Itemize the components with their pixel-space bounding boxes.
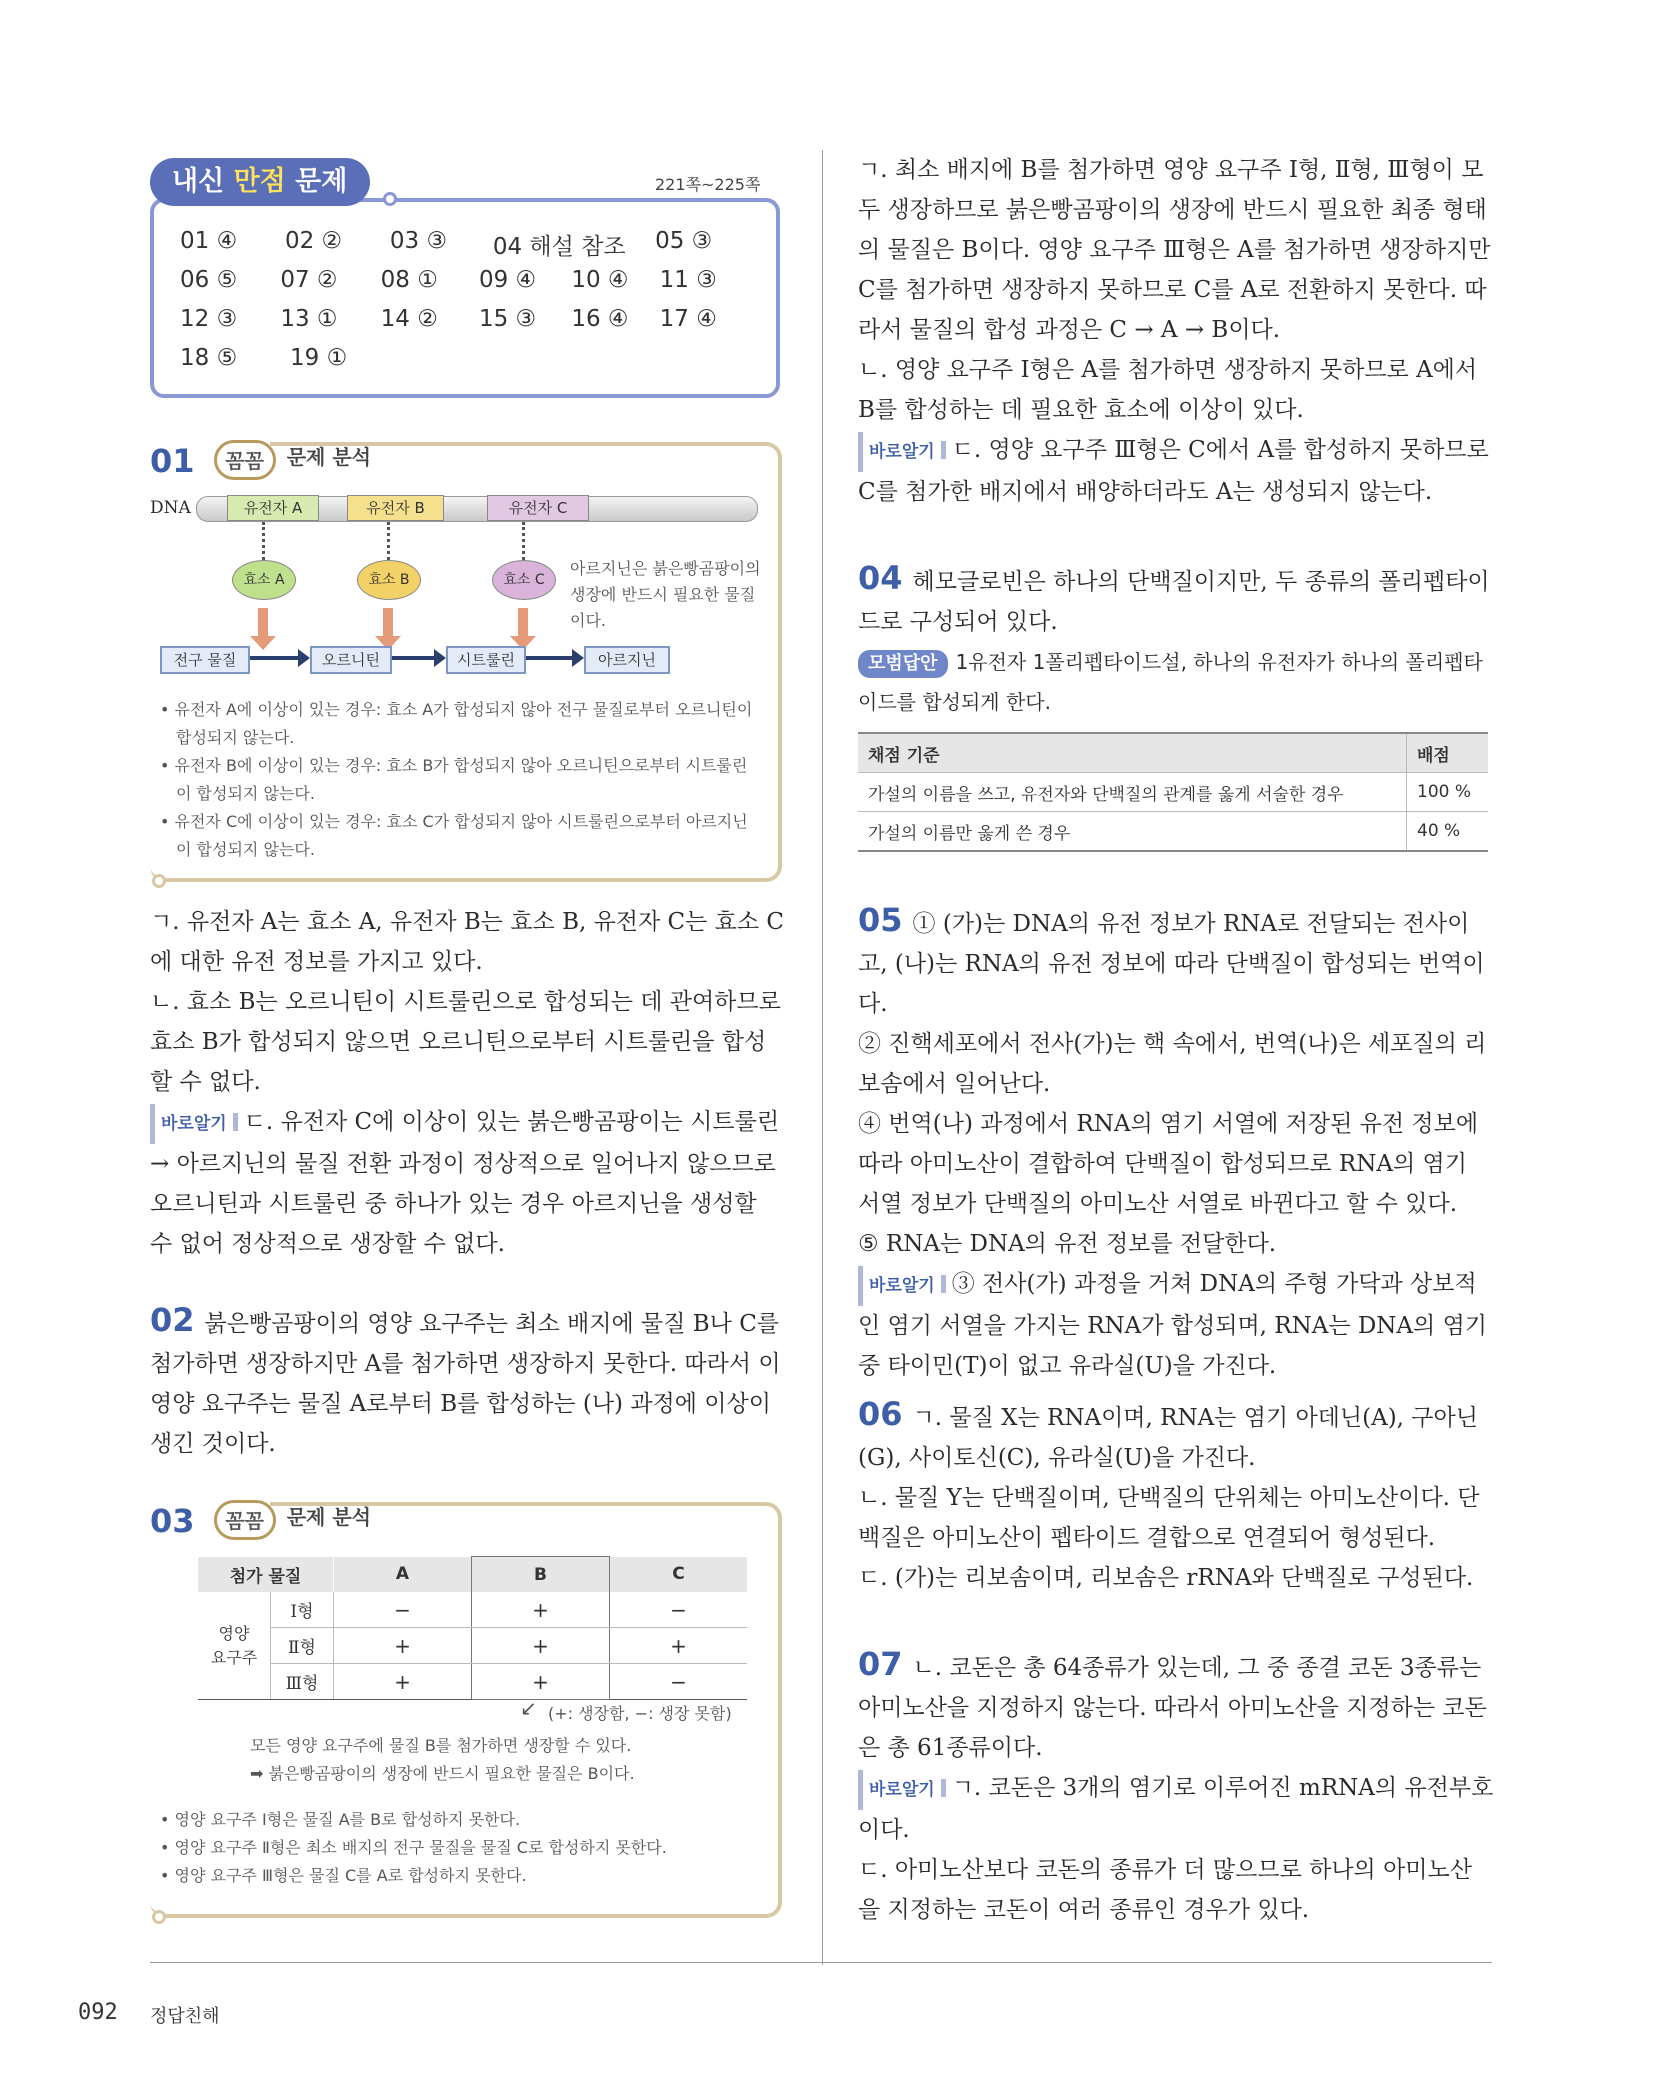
answer-cell: 03 ③: [389, 228, 448, 254]
correction-text: ③ 전사(가) 과정을 거쳐 DNA의 주형 가닥과 상보적인 염기 서열을 가지는 RNA가 합성되며, RNA는 DNA의 염기 중 타이민(T)이 없고 유라실(U)을 가진다.: [858, 1271, 1488, 1379]
question-number: 06: [858, 1395, 903, 1433]
answer-cell: 11 ③: [659, 267, 717, 293]
model-answer: [858, 642, 1494, 722]
explanation-text: 헤모글로빈은 하나의 단백질이지만, 두 종류의 폴리펩타이드로 구성되어 있다.: [858, 569, 1490, 635]
explanation-paragraph: ㄴ. 효소 B는 오르니틴이 시트룰린으로 합성되는 데 관여하므로 효소 B가 합성되지 않으면 오르니틴으로부터 시트룰린을 합성할 수 없다.: [150, 989, 781, 1095]
q03-explanation: [858, 150, 1494, 512]
explanation-paragraph: ㄱ. 유전자 A는 효소 A, 유전자 B는 효소 B, 유전자 C는 효소 C에 대한 유전 정보를 가지고 있다.: [150, 909, 785, 975]
table-cell: +: [610, 1628, 748, 1664]
bullet-item: • 유전자 B에 이상이 있는 경우: 효소 B가 합성되지 않아 오르니틴으로부터 시트룰린이 합성되지 않는다.: [160, 756, 748, 803]
column-divider: [822, 150, 823, 1965]
explanation-paragraph: [858, 1644, 1494, 1768]
substance-citrulline: 시트룰린: [446, 646, 526, 674]
explanation-paragraph: [150, 1102, 786, 1264]
enzyme-b: 효소 B: [357, 560, 421, 600]
bullet-item: • 영양 요구주 Ⅲ형은 물질 C를 A로 합성하지 못한다.: [160, 1866, 527, 1885]
substance-arginine: 아르지닌: [584, 646, 670, 674]
table-header: A: [334, 1557, 472, 1593]
analysis-label: 문제 분석: [286, 1505, 371, 1529]
answer-cell: 16 ④: [571, 306, 629, 332]
table-row: [198, 1592, 747, 1628]
table-cell: 100 %: [1407, 773, 1489, 812]
explanation-paragraph: [858, 1768, 1494, 1850]
table-cell: +: [334, 1664, 472, 1700]
q03-table-wrap: [198, 1556, 747, 1700]
table-header: 채점 기준: [858, 733, 1407, 773]
answer-cell: 15 ③: [478, 306, 537, 332]
q01-bullets: [160, 696, 760, 864]
dna-label: DNA: [150, 498, 191, 518]
strain-group-label: 영양 요구주: [198, 1592, 271, 1700]
kkomkkom-badge: 꼼꼼: [214, 1500, 276, 1540]
analysis-label: 문제 분석: [286, 445, 371, 469]
table-cell: −: [610, 1592, 748, 1628]
question-number: 03: [150, 1502, 195, 1540]
q01-explanation: [150, 902, 786, 1264]
dotted-line: [262, 522, 265, 560]
correction-tag: 바로알기: [150, 1104, 238, 1144]
answer-cell: 18 ⑤: [180, 345, 238, 371]
strain-type: Ⅲ형: [271, 1664, 334, 1700]
model-answer-tag: 모범답안: [858, 650, 948, 678]
explanation-text: ㄱ. 물질 X는 RNA이며, RNA는 염기 아데닌(A), 구아닌(G), 사이토신(C), 유라실(U)을 가진다.: [858, 1405, 1478, 1471]
scoring-table: [858, 732, 1488, 852]
question-number: 02: [150, 1301, 195, 1339]
correction-text: ㄷ. 유전자 C에 이상이 있는 붉은빵곰팡이는 시트룰린 → 아르지닌의 물질 전환 과정이 정상적으로 일어나지 않으므로 오르니틴과 시트룰린 중 하나가 있는 경우 아르지닌을 생성할 수 없어 정상적으로 생장할 수 없다.: [150, 1109, 780, 1257]
answer-cell: 10 ④: [571, 267, 629, 293]
q03-note: [250, 1732, 770, 1788]
table-cell: 40 %: [1407, 812, 1489, 852]
explanation-paragraph: ㄴ. 영양 요구주 Ⅰ형은 A를 첨가하면 생장하지 못하므로 A에서 B를 합성하는 데 필요한 효소에 이상이 있다.: [858, 357, 1478, 423]
down-arrow: [383, 608, 393, 638]
explanation-paragraph: ④ 번역(나) 과정에서 RNA의 염기 서열에 저장된 유전 정보에 따라 아미노산이 결합하여 단백질이 합성되므로 RNA의 염기 서열 정보가 단백질의 아미노산 서열로 바뀐다고 할 수 있다.: [858, 1111, 1479, 1217]
footer-rule: [150, 1962, 1492, 1963]
q04-explanation: [858, 558, 1494, 722]
answer-cell: 13 ①: [280, 306, 338, 332]
answer-cell: 02 ②: [284, 228, 343, 254]
table-cell: +: [472, 1664, 610, 1700]
q03-bullets: [160, 1806, 760, 1890]
answer-cell: 06 ⑤: [180, 267, 238, 293]
model-answer-text: 1유전자 1폴리펩타이드설, 하나의 유전자가 하나의 폴리펩타이드를 합성되게 한다.: [858, 650, 1483, 714]
answer-row: [180, 306, 760, 345]
explanation-text: 붉은빵곰팡이의 영양 요구주는 최소 배지에 물질 B나 C를 첨가하면 생장하지만 A를 첨가하면 생장하지 못한다. 따라서 이 영양 요구주는 물질 A로부터 B를 합성하는 (나) 과정에 이상이 생긴 것이다.: [150, 1311, 781, 1457]
gene-pathway-diagram: [150, 490, 780, 690]
table-cell: −: [610, 1664, 748, 1700]
explanation-paragraph: ㄴ. 물질 Y는 단백질이며, 단백질의 단위체는 아미노산이다. 단백질은 아미노산이 펩타이드 결합으로 연결되어 형성된다.: [858, 1485, 1480, 1551]
answer-cell: 12 ③: [180, 306, 238, 332]
bullet-item: • 영양 요구주 Ⅱ형은 최소 배지의 전구 물질을 물질 C로 합성하지 못한다.: [160, 1838, 667, 1857]
question-number: 07: [858, 1645, 903, 1683]
page-number: 092: [78, 2000, 118, 2025]
explanation-paragraph: [858, 1264, 1494, 1386]
correction-tag: 바로알기: [858, 432, 946, 472]
q04-scoring-table-wrap: [858, 732, 1488, 852]
table-legend: (+: 생장함, −: 생장 못함): [548, 1704, 732, 1723]
table-row: [198, 1628, 747, 1664]
explanation-paragraph: [858, 1394, 1494, 1478]
kkomkkom-badge: 꼼꼼: [214, 440, 276, 480]
dotted-line: [387, 522, 390, 560]
note-line: ➡ 붉은빵곰팡이의 생장에 반드시 필요한 물질은 B이다.: [250, 1764, 635, 1783]
pathway-arrow: [250, 656, 300, 660]
down-arrow: [258, 608, 268, 638]
explanation-text: ㄴ. 코돈은 총 64종류가 있는데, 그 중 종결 코돈 3종류는 아미노산을 지정하지 않는다. 따라서 아미노산을 지정하는 코돈은 총 61종류이다.: [858, 1655, 1487, 1761]
table-row: [858, 773, 1488, 812]
dna-strand: [196, 496, 758, 522]
strain-type: Ⅱ형: [271, 1628, 334, 1664]
growth-table: [198, 1556, 747, 1700]
box-dot: [152, 874, 166, 888]
enzyme-a: 효소 A: [232, 560, 296, 600]
explanation-paragraph: ㄱ. 최소 배지에 B를 첨가하면 영양 요구주 Ⅰ형, Ⅱ형, Ⅲ형이 모두 생장하므로 붉은빵곰팡이의 생장에 반드시 필요한 최종 형태의 물질은 B이다. 영양 요구주 Ⅲ형은 A를 첨가하면 생장하지만 C를 첨가하면 생장하지 못하므로 C를 A로 전환하지 못한다. 따라서 물질의 합성 과정은 C → A → B이다.: [858, 157, 1491, 343]
gene-c: 유전자 C: [487, 495, 589, 521]
table-cell: 가설의 이름만 옳게 쓴 경우: [858, 812, 1407, 852]
legend-arrow-icon: ↙: [520, 1696, 537, 1720]
table-cell: −: [334, 1592, 472, 1628]
answer-row: [180, 267, 760, 306]
question-number: 04: [858, 559, 903, 597]
explanation-paragraph: ⑤ RNA는 DNA의 유전 정보를 전달한다.: [858, 1231, 1277, 1257]
table-cell: +: [472, 1628, 610, 1664]
answer-row: [180, 345, 760, 384]
bullet-item: • 영양 요구주 Ⅰ형은 물질 A를 B로 합성하지 못한다.: [160, 1810, 521, 1829]
answer-title: 내신 만점 문제: [150, 158, 370, 206]
table-header: 배점: [1407, 733, 1489, 773]
answer-cell: 07 ②: [280, 267, 338, 293]
pathway-arrow: [526, 656, 574, 660]
explanation-paragraph: [858, 430, 1494, 512]
table-row: [858, 812, 1488, 852]
answer-cell: 17 ④: [659, 306, 717, 332]
table-header: C: [610, 1557, 748, 1593]
correction-tag: 바로알기: [858, 1770, 946, 1810]
arginine-note: 아르지닌은 붉은빵곰팡이의 생장에 반드시 필요한 물질이다.: [570, 559, 761, 630]
table-cell: +: [472, 1592, 610, 1628]
question-number: 01: [150, 442, 195, 480]
table-header: 첨가 물질: [198, 1557, 334, 1593]
gene-b: 유전자 B: [347, 495, 444, 521]
bullet-item: • 유전자 C에 이상이 있는 경우: 효소 C가 합성되지 않아 시트룰린으로부터 아르지닌이 합성되지 않는다.: [160, 812, 748, 859]
correction-text: ㄱ. 코돈은 3개의 염기로 이루어진 mRNA의 유전부호이다.: [858, 1775, 1494, 1843]
question-number: 05: [858, 901, 903, 939]
explanation-paragraph: [858, 558, 1494, 642]
answer-cell: 08 ①: [380, 267, 438, 293]
answer-cell: 01 ④: [180, 228, 238, 254]
strain-type: Ⅰ형: [271, 1592, 334, 1628]
explanation-paragraph: ㄷ. 아미노산보다 코돈의 종류가 더 많으므로 하나의 아미노산을 지정하는 코돈이 여러 종류인 경우가 있다.: [858, 1857, 1472, 1923]
table-header-row: [198, 1557, 747, 1593]
answer-page-range: 221쪽~225쪽: [655, 175, 761, 194]
explanation-paragraph: ㄷ. (가)는 리보솜이며, 리보솜은 rRNA와 단백질로 구성된다.: [858, 1565, 1474, 1591]
table-row: [198, 1664, 747, 1700]
table-header-row: [858, 733, 1488, 773]
answer-cell: 19 ①: [290, 345, 348, 371]
bullet-item: • 유전자 A에 이상이 있는 경우: 효소 A가 합성되지 않아 전구 물질로부터 오르니틴이 합성되지 않는다.: [160, 700, 753, 747]
answer-row: [180, 228, 760, 267]
answer-cell: 09 ④: [478, 267, 537, 293]
answer-cell: 04 해설 참조: [492, 234, 626, 260]
q05-explanation: [858, 900, 1494, 1386]
correction-tag: 바로알기: [858, 1266, 946, 1306]
table-cell: 가설의 이름을 쓰고, 유전자와 단백질의 관계를 옳게 서술한 경우: [858, 773, 1407, 812]
explanation-paragraph: ② 진핵세포에서 전사(가)는 핵 속에서, 번역(나)은 세포질의 리보솜에서 일어난다.: [858, 1031, 1487, 1097]
correction-text: ㄷ. 영양 요구주 Ⅲ형은 C에서 A를 합성하지 못하므로 C를 첨가한 배지에서 배양하더라도 A는 생성되지 않는다.: [858, 437, 1489, 505]
enzyme-c: 효소 C: [492, 560, 556, 600]
q07-explanation: [858, 1644, 1494, 1930]
answer-grid: [180, 228, 760, 384]
dotted-line: [522, 522, 525, 560]
explanation-text: ① (가)는 DNA의 유전 정보가 RNA로 전달되는 전사이고, (나)는 RNA의 유전 정보에 따라 단백질이 합성되는 번역이다.: [858, 911, 1485, 1017]
gene-a: 유전자 A: [227, 495, 319, 521]
note-line: 모든 영양 요구주에 물질 B를 첨가하면 생장할 수 있다.: [250, 1736, 632, 1755]
substance-ornithine: 오르니틴: [310, 646, 392, 674]
down-arrow: [518, 608, 528, 638]
explanation-paragraph: [858, 900, 1494, 1024]
table-header: B: [472, 1557, 610, 1593]
pathway-arrow: [392, 656, 436, 660]
q02-explanation: [150, 1300, 786, 1464]
book-label: 정답친해: [150, 2006, 220, 2027]
answer-box-dot: [383, 192, 397, 206]
answer-cell: 05 ③: [655, 228, 713, 254]
answer-cell: 14 ②: [380, 306, 438, 332]
substance-precursor: 전구 물질: [160, 646, 250, 674]
box-dot: [152, 1910, 166, 1924]
table-cell: +: [334, 1628, 472, 1664]
q06-explanation: [858, 1394, 1494, 1598]
